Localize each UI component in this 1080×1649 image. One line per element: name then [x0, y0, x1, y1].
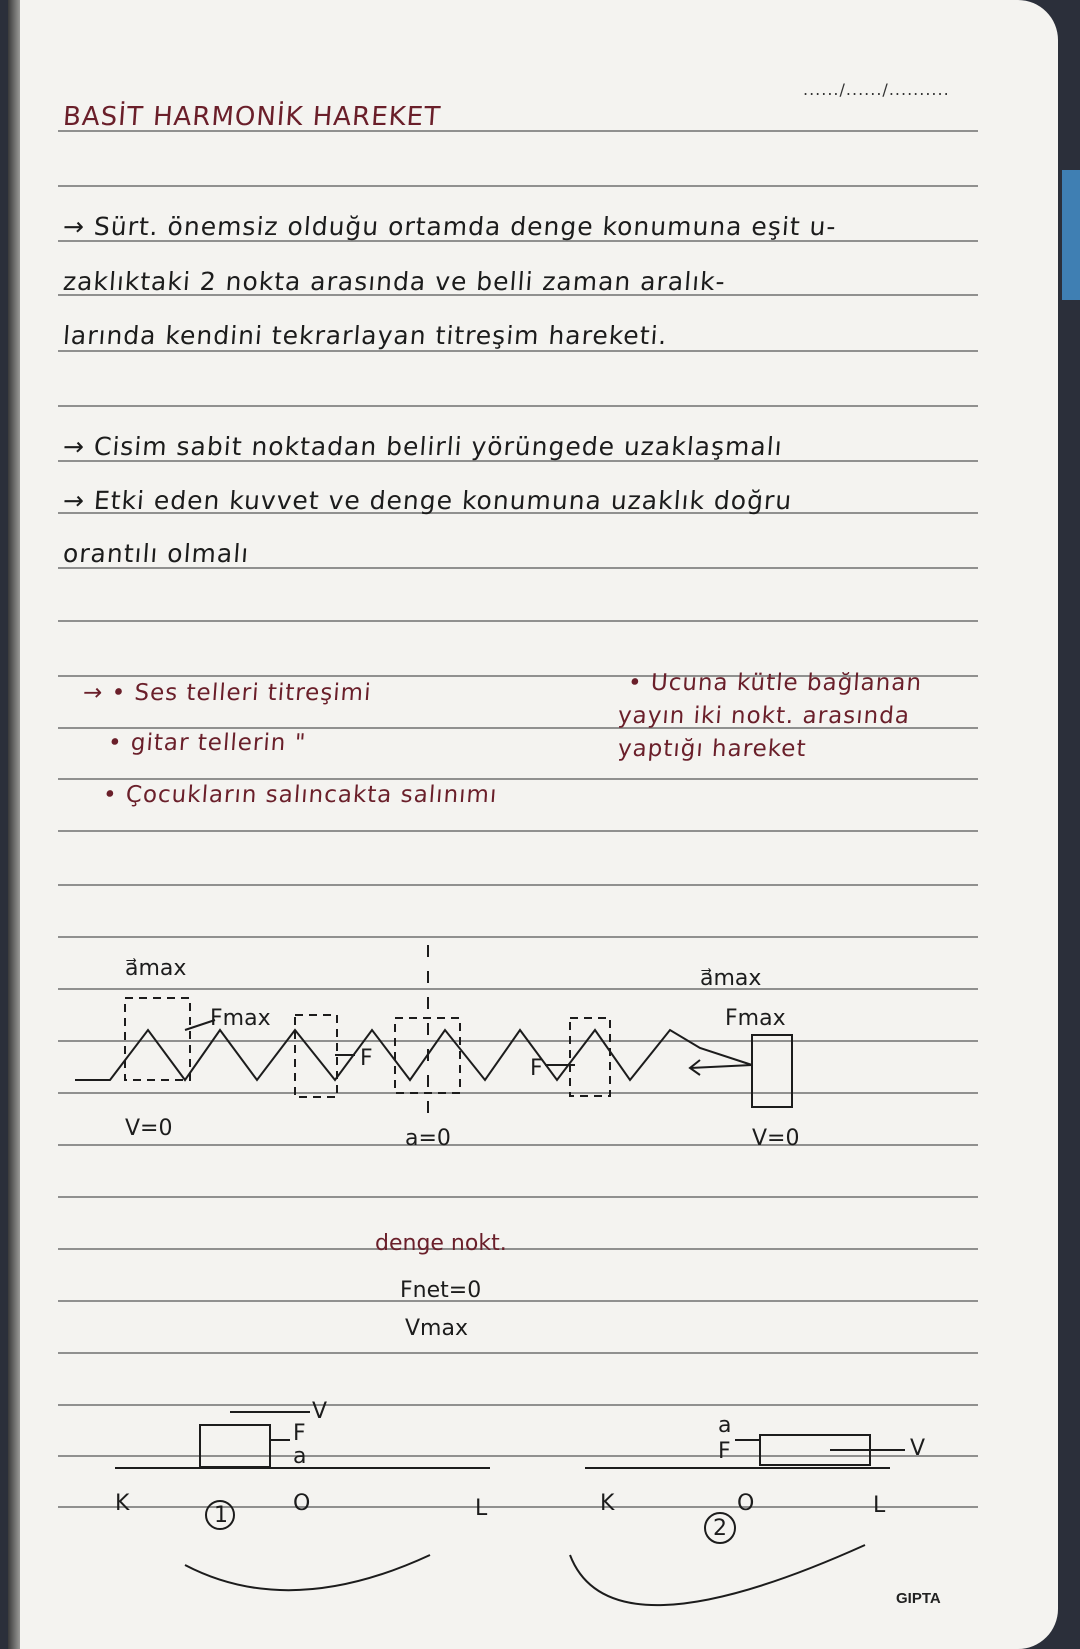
right-acceleration-label: a⃗max	[700, 966, 762, 991]
equilibrium-note: Vmax	[405, 1316, 468, 1341]
definition-line: → Sürt. önemsiz olduğu ortamda denge konumuna eşit u-	[62, 212, 838, 241]
example-item: • Ucuna kütle bağlanan	[627, 670, 923, 696]
brand-logo: GIPTA	[896, 1590, 941, 1607]
condition-line: orantılı olmalı	[62, 539, 251, 568]
condition-line: → Cisim sabit noktadan belirli yörüngede uzaklaşmalı	[62, 432, 784, 461]
point-k: K	[115, 1491, 130, 1516]
ghost-block	[570, 1018, 610, 1096]
velocity-label: V	[910, 1436, 926, 1461]
point-l: L	[873, 1493, 886, 1518]
force-label: F	[718, 1439, 731, 1464]
block	[200, 1425, 270, 1467]
example-item: yaptığı hareket	[617, 736, 808, 762]
date-field: ....../....../..........	[803, 80, 950, 99]
example-item: → • Ses telleri titreşimi	[82, 680, 373, 706]
definition-line: larında kendini tekrarlayan titreşim hareketi.	[62, 321, 669, 350]
direction-arrow	[185, 1555, 430, 1590]
left-velocity-label: V=0	[125, 1116, 173, 1141]
line-diagram-2	[570, 1435, 905, 1605]
velocity-label: V	[312, 1399, 328, 1424]
center-acceleration-label: a=0	[405, 1126, 451, 1151]
condition-line: → Etki eden kuvvet ve denge konumuna uzaklık doğru	[62, 486, 794, 515]
diagram-number: 2	[713, 1516, 727, 1541]
definition-line: zaklıktaki 2 nokta arasında ve belli zaman aralık-	[62, 267, 727, 296]
acceleration-label: a	[293, 1444, 307, 1469]
example-item: • Çocukların salıncakta salınımı	[102, 782, 499, 808]
diagram-number: 1	[214, 1503, 228, 1528]
mid-force-label: F	[360, 1046, 373, 1071]
spring-coil	[75, 1030, 752, 1080]
mass-block	[752, 1035, 792, 1107]
force-arrow	[690, 1065, 752, 1068]
equilibrium-note: denge nokt.	[375, 1231, 507, 1256]
direction-arrow	[570, 1545, 865, 1605]
left-force-label: Fmax	[210, 1006, 271, 1031]
point-k: K	[600, 1491, 615, 1516]
point-l: L	[475, 1496, 488, 1521]
right-velocity-label: V=0	[752, 1126, 800, 1151]
page-title: BASİT HARMONİK HAREKET	[62, 102, 442, 132]
ghost-block	[125, 998, 190, 1080]
example-item: yayın iki nokt. arasında	[617, 703, 911, 729]
mid-force-label: F	[530, 1056, 543, 1081]
left-acceleration-label: a⃗max	[125, 956, 187, 981]
force-label: F	[293, 1421, 306, 1446]
equilibrium-note: Fnet=0	[400, 1278, 482, 1303]
point-o: O	[293, 1491, 311, 1516]
acceleration-label: a	[718, 1413, 732, 1438]
example-item: • gitar tellerin "	[107, 730, 308, 756]
right-force-label: Fmax	[725, 1006, 786, 1031]
point-o: O	[737, 1491, 755, 1516]
